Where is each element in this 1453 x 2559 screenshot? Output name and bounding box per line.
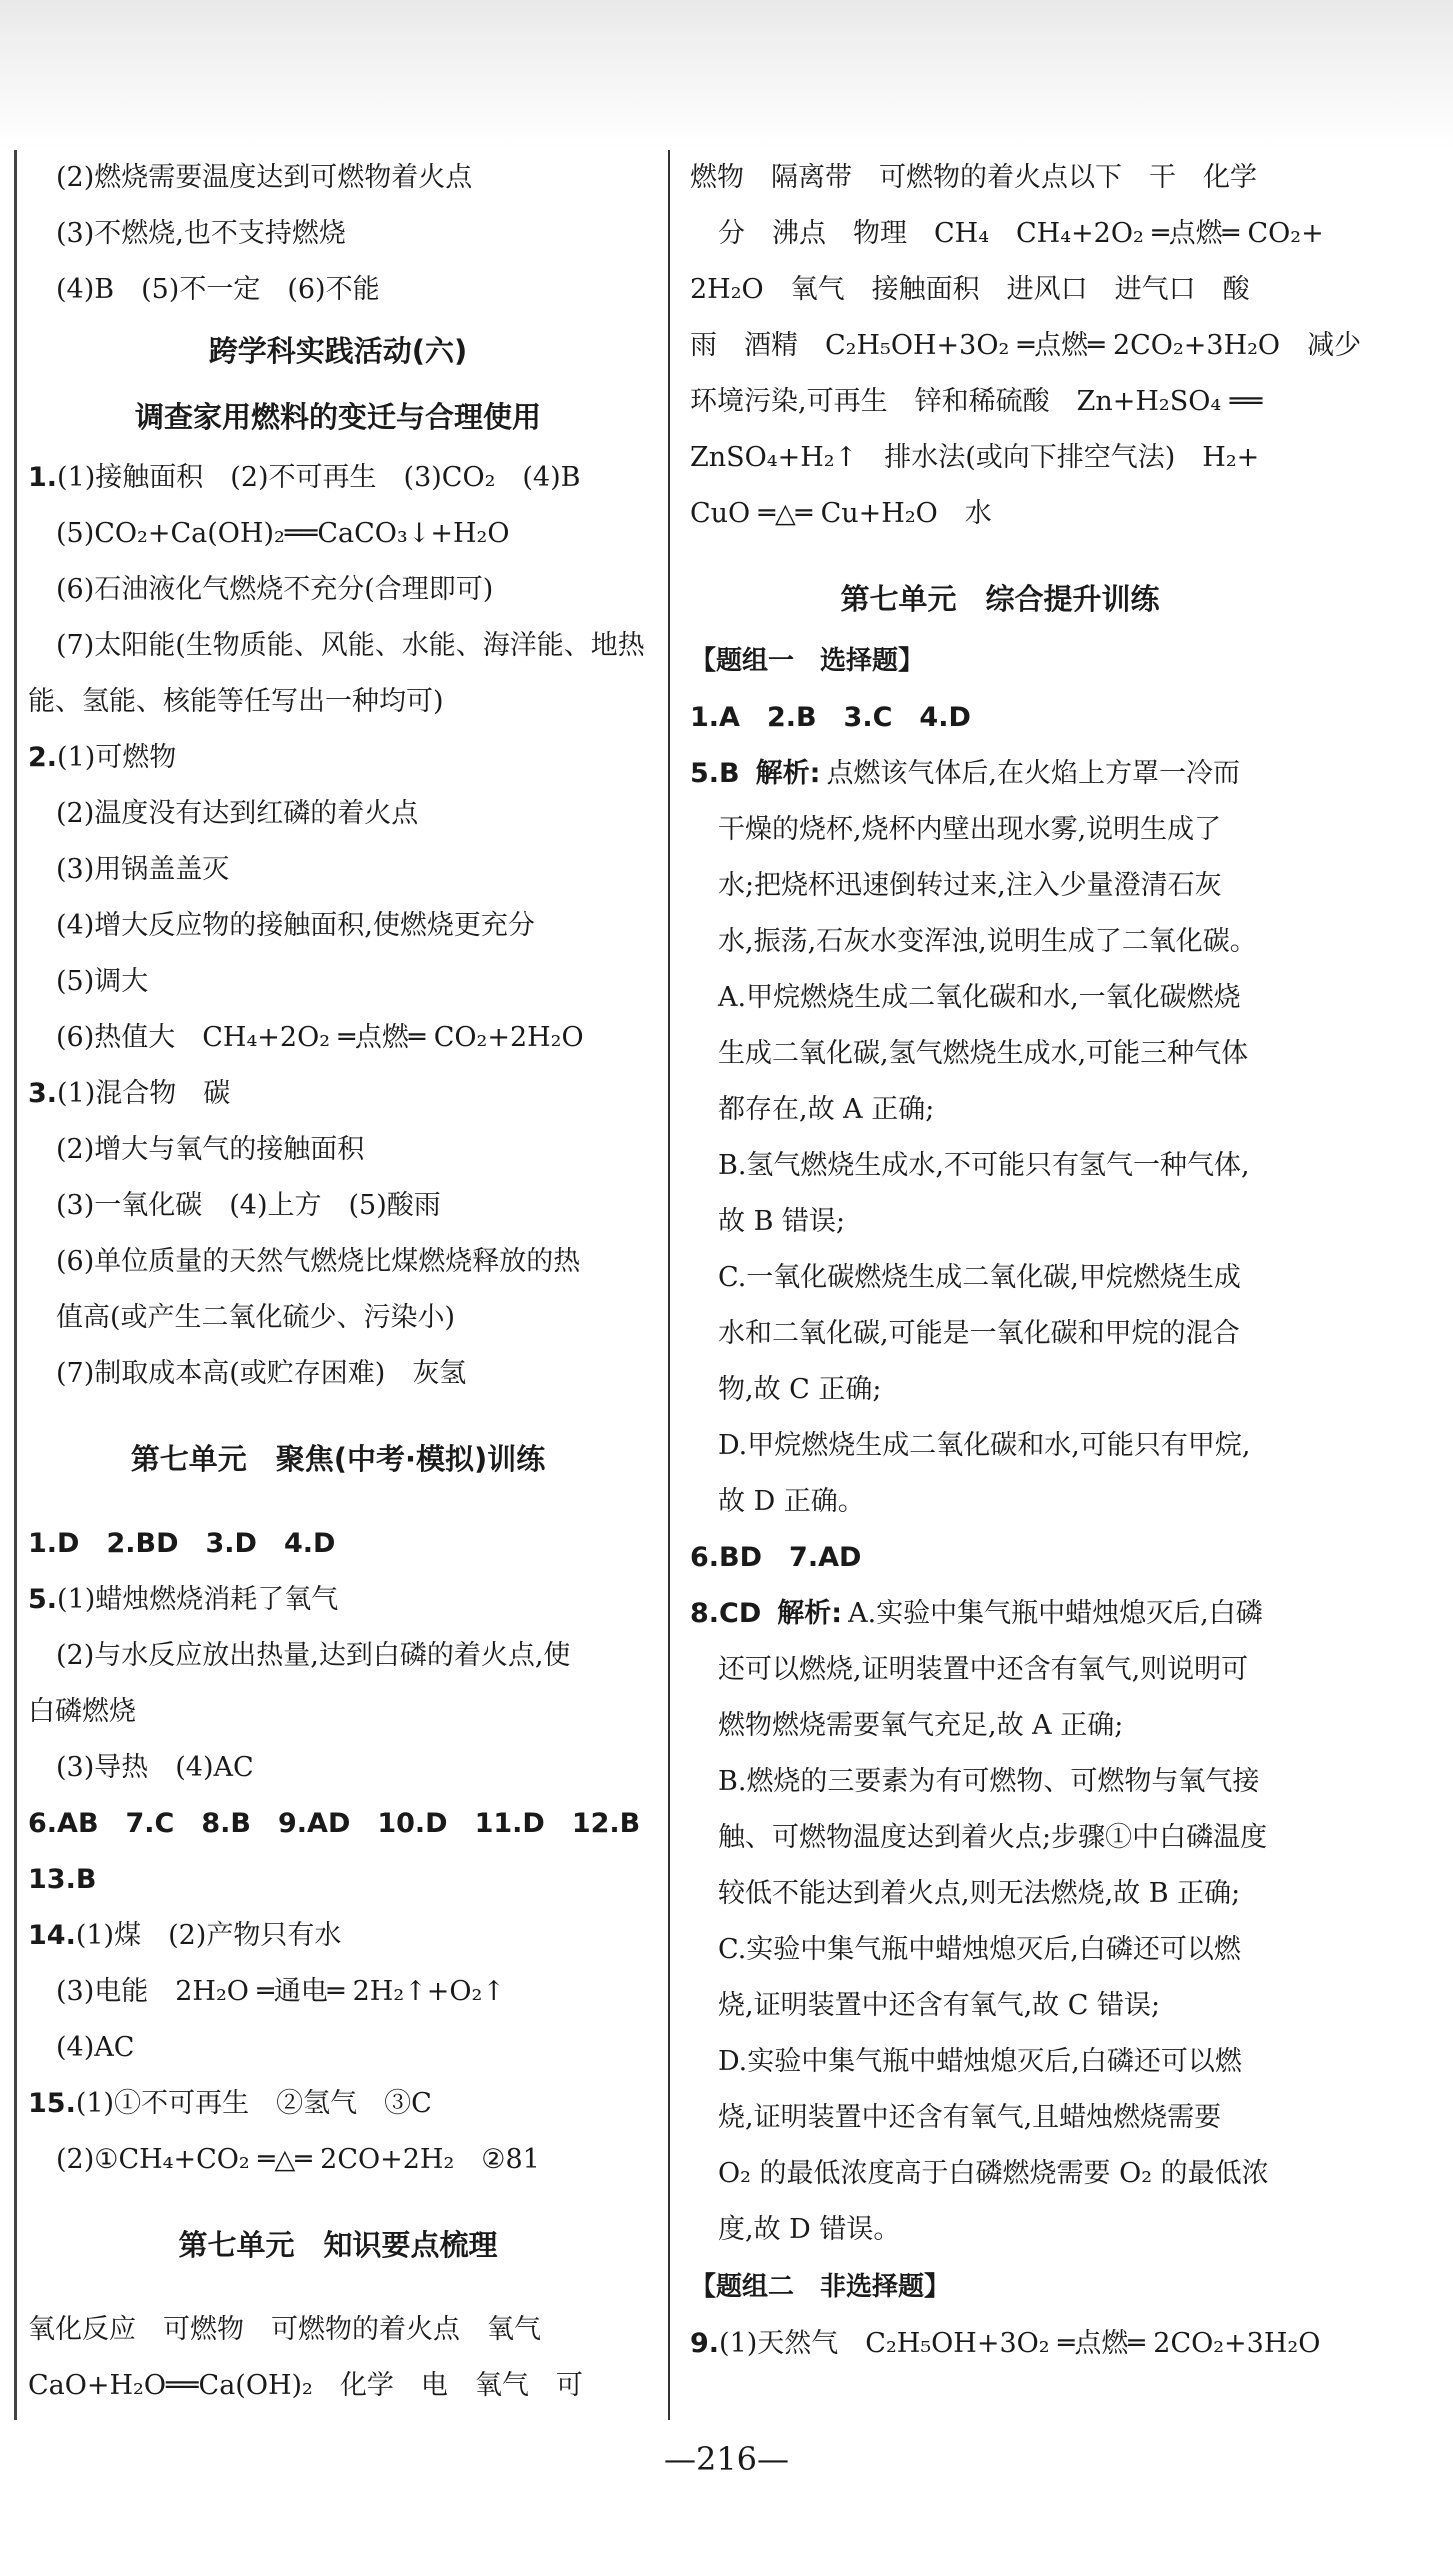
analysis-line: 故 D 正确。 bbox=[718, 1486, 865, 1517]
answer-line: (3)不燃烧,也不支持燃烧 bbox=[56, 218, 346, 249]
analysis-text: A.实验中集气瓶中蜡烛熄灭后,白磷 bbox=[848, 1598, 1263, 1629]
analysis-line: C.一氧化碳燃烧生成二氧化碳,甲烷燃烧生成 bbox=[718, 1262, 1241, 1293]
column-divider bbox=[668, 150, 670, 2420]
question-9 bbox=[690, 2316, 1321, 2372]
answer-line: (2)①CH₄+CO₂ ═△═ 2CO+2H₂ ②81 bbox=[56, 2144, 540, 2175]
answer-line: 能、氢能、核能等任写出一种均可) bbox=[28, 686, 444, 717]
answer-line: (6)热值大 CH₄+2O₂ ═点燃═ CO₂+2H₂O bbox=[56, 1022, 584, 1053]
question-number: 3. bbox=[28, 1078, 58, 1109]
question-3 bbox=[28, 1066, 648, 1122]
analysis-text: 点燃该气体后,在火焰上方罩一冷而 bbox=[826, 758, 1241, 789]
answer-line: ZnSO₄+H₂↑ 排水法(或向下排空气法) H₂+ bbox=[690, 442, 1260, 473]
answer-line: 白磷燃烧 bbox=[28, 1696, 136, 1727]
answer-line: 6.AB 7.C 8.B 9.AD 10.D 11.D 12.B bbox=[28, 1808, 641, 1839]
answer-line: 分 沸点 物理 CH₄ CH₄+2O₂ ═点燃═ CO₂+ bbox=[718, 218, 1324, 249]
analysis-line: 水;把烧杯迅速倒转过来,注入少量澄清石灰 bbox=[718, 870, 1222, 901]
analysis-line: 干燥的烧杯,烧杯内壁出现水雾,说明生成了 bbox=[718, 814, 1222, 845]
answer-line: (6)单位质量的天然气燃烧比煤燃烧释放的热 bbox=[56, 1246, 581, 1277]
analysis-line: 都存在,故 A 正确; bbox=[718, 1094, 935, 1125]
analysis-line: 烧,证明装置中还含有氧气,且蜡烛燃烧需要 bbox=[718, 2102, 1222, 2133]
section-heading: 第七单元 综合提升训练 bbox=[840, 582, 1160, 616]
analysis-line: 触、可燃物温度达到着火点;步骤①中白磷温度 bbox=[718, 1822, 1268, 1853]
answer-line: 雨 酒精 C₂H₅OH+3O₂ ═点燃═ 2CO₂+3H₂O 减少 bbox=[690, 330, 1362, 361]
question-number: 9. bbox=[690, 2328, 720, 2359]
analysis-line: 故 B 错误; bbox=[718, 1206, 846, 1237]
answer-line: 值高(或产生二氧化硫少、污染小) bbox=[56, 1302, 456, 1333]
answer-text: (1)可燃物 bbox=[57, 742, 177, 773]
question-group-heading: 【题组二 非选择题】 bbox=[690, 2272, 951, 2302]
answer-line: CuO ═△═ Cu+H₂O 水 bbox=[690, 498, 992, 529]
answer-line: 6.BD 7.AD bbox=[690, 1542, 862, 1573]
answer-line: (3)用锅盖盖灭 bbox=[56, 854, 230, 885]
analysis-line: 度,故 D 错误。 bbox=[718, 2214, 901, 2245]
question-number: 8.CD bbox=[690, 1598, 762, 1629]
analysis-line: 物,故 C 正确; bbox=[718, 1374, 882, 1405]
answer-text: (1)接触面积 (2)不可再生 (3)CO₂ (4)B bbox=[57, 462, 581, 493]
question-number: 5.B bbox=[690, 758, 740, 789]
right-column bbox=[690, 150, 1362, 2372]
analysis-line: B.氢气燃烧生成水,不可能只有氢气一种气体, bbox=[718, 1150, 1250, 1181]
answer-line: (5)CO₂+Ca(OH)₂══CaCO₃↓+H₂O bbox=[56, 518, 510, 549]
analysis-line: D.甲烷燃烧生成二氧化碳和水,可能只有甲烷, bbox=[718, 1430, 1251, 1461]
answer-line: (4)B (5)不一定 (6)不能 bbox=[56, 274, 380, 305]
left-column bbox=[28, 150, 648, 2414]
answer-line: 1.A 2.B 3.C 4.D bbox=[690, 702, 971, 733]
answer-line: (7)制取成本高(或贮存困难) 灰氢 bbox=[56, 1358, 467, 1389]
analysis-line: B.燃烧的三要素为有可燃物、可燃物与氧气接 bbox=[718, 1766, 1260, 1797]
analysis-line: O₂ 的最低浓度高于白磷燃烧需要 O₂ 的最低浓 bbox=[718, 2158, 1269, 2189]
section-heading: 第七单元 聚焦(中考·模拟)训练 bbox=[130, 1442, 546, 1476]
answer-line: 燃物 隔离带 可燃物的着火点以下 干 化学 bbox=[690, 162, 1257, 193]
answer-line: 13.B bbox=[28, 1864, 97, 1895]
scan-top-band bbox=[0, 0, 1453, 150]
analysis-line: 烧,证明装置中还含有氧气,故 C 错误; bbox=[718, 1990, 1161, 2021]
analysis-line: 燃物燃烧需要氧气充足,故 A 正确; bbox=[718, 1710, 1124, 1741]
question-14 bbox=[28, 1908, 648, 1964]
answer-line: 氧化反应 可燃物 可燃物的着火点 氧气 bbox=[28, 2314, 541, 2345]
answer-line: (4)AC bbox=[56, 2032, 135, 2063]
analysis-line: D.实验中集气瓶中蜡烛熄灭后,白磷还可以燃 bbox=[718, 2046, 1242, 2077]
question-8-analysis bbox=[690, 1586, 1310, 1642]
answer-line: (4)增大反应物的接触面积,使燃烧更充分 bbox=[56, 910, 535, 941]
answer-line: (2)燃烧需要温度达到可燃物着火点 bbox=[56, 162, 473, 193]
answer-line: CaO+H₂O══Ca(OH)₂ 化学 电 氧气 可 bbox=[28, 2370, 583, 2401]
question-number: 2. bbox=[28, 742, 58, 773]
answer-line: (7)太阳能(生物质能、风能、水能、海洋能、地热 bbox=[56, 630, 645, 661]
question-group-heading: 【题组一 选择题】 bbox=[690, 646, 925, 676]
question-number: 5. bbox=[28, 1584, 58, 1615]
section-heading: 跨学科实践活动(六) bbox=[208, 334, 468, 368]
answer-line: (6)石油液化气燃烧不充分(合理即可) bbox=[56, 574, 494, 605]
question-15 bbox=[28, 2076, 648, 2132]
analysis-label: 解析: bbox=[755, 758, 821, 789]
section-heading: 第七单元 知识要点梳理 bbox=[178, 2228, 498, 2262]
answer-line: (3)导热 (4)AC bbox=[56, 1752, 254, 1783]
answer-text: (1)天然气 C₂H₅OH+3O₂ ═点燃═ 2CO₂+3H₂O bbox=[719, 2328, 1321, 2359]
question-number: 15. bbox=[28, 2088, 76, 2119]
analysis-line: 水和二氧化碳,可能是一氧化碳和甲烷的混合 bbox=[718, 1318, 1240, 1349]
section-subheading: 调查家用燃料的变迁与合理使用 bbox=[134, 400, 541, 434]
answer-line: 2H₂O 氧气 接触面积 进风口 进气口 酸 bbox=[690, 274, 1250, 305]
answer-line: (3)电能 2H₂O ═通电═ 2H₂↑+O₂↑ bbox=[56, 1976, 505, 2007]
answer-text: (1)①不可再生 ②氢气 ③C bbox=[75, 2088, 432, 2119]
analysis-label: 解析: bbox=[777, 1598, 843, 1629]
question-2 bbox=[28, 730, 648, 786]
analysis-line: 水,振荡,石灰水变浑浊,说明生成了二氧化碳。 bbox=[718, 926, 1257, 957]
analysis-line: 较低不能达到着火点,则无法燃烧,故 B 正确; bbox=[718, 1878, 1241, 1909]
analysis-line: 生成二氧化碳,氢气燃烧生成水,可能三种气体 bbox=[718, 1038, 1249, 1069]
analysis-line: C.实验中集气瓶中蜡烛熄灭后,白磷还可以燃 bbox=[718, 1934, 1241, 1965]
question-1 bbox=[28, 450, 648, 506]
question-5 bbox=[28, 1572, 648, 1628]
question-number: 1. bbox=[28, 462, 58, 493]
answer-line: (3)一氧化碳 (4)上方 (5)酸雨 bbox=[56, 1190, 441, 1221]
answer-line: (2)温度没有达到红磷的着火点 bbox=[56, 798, 419, 829]
question-5-analysis bbox=[690, 746, 1310, 802]
answer-text: (1)混合物 碳 bbox=[57, 1078, 231, 1109]
page-number: —216— bbox=[663, 2440, 790, 2478]
answer-text: (1)煤 (2)产物只有水 bbox=[75, 1920, 342, 1951]
question-number: 14. bbox=[28, 1920, 76, 1951]
answer-line: (5)调大 bbox=[56, 966, 149, 997]
left-margin-rule bbox=[14, 150, 17, 2420]
answer-text: (1)蜡烛燃烧消耗了氧气 bbox=[57, 1584, 339, 1615]
analysis-line: A.甲烷燃烧生成二氧化碳和水,一氧化碳燃烧 bbox=[718, 982, 1241, 1013]
analysis-line: 还可以燃烧,证明装置中还含有氧气,则说明可 bbox=[718, 1654, 1249, 1685]
answer-line: (2)增大与氧气的接触面积 bbox=[56, 1134, 365, 1165]
answer-line: (2)与水反应放出热量,达到白磷的着火点,使 bbox=[56, 1640, 571, 1671]
answer-line: 1.D 2.BD 3.D 4.D bbox=[28, 1528, 336, 1559]
answer-line: 环境污染,可再生 锌和稀硫酸 Zn+H₂SO₄ ══ bbox=[690, 386, 1263, 417]
